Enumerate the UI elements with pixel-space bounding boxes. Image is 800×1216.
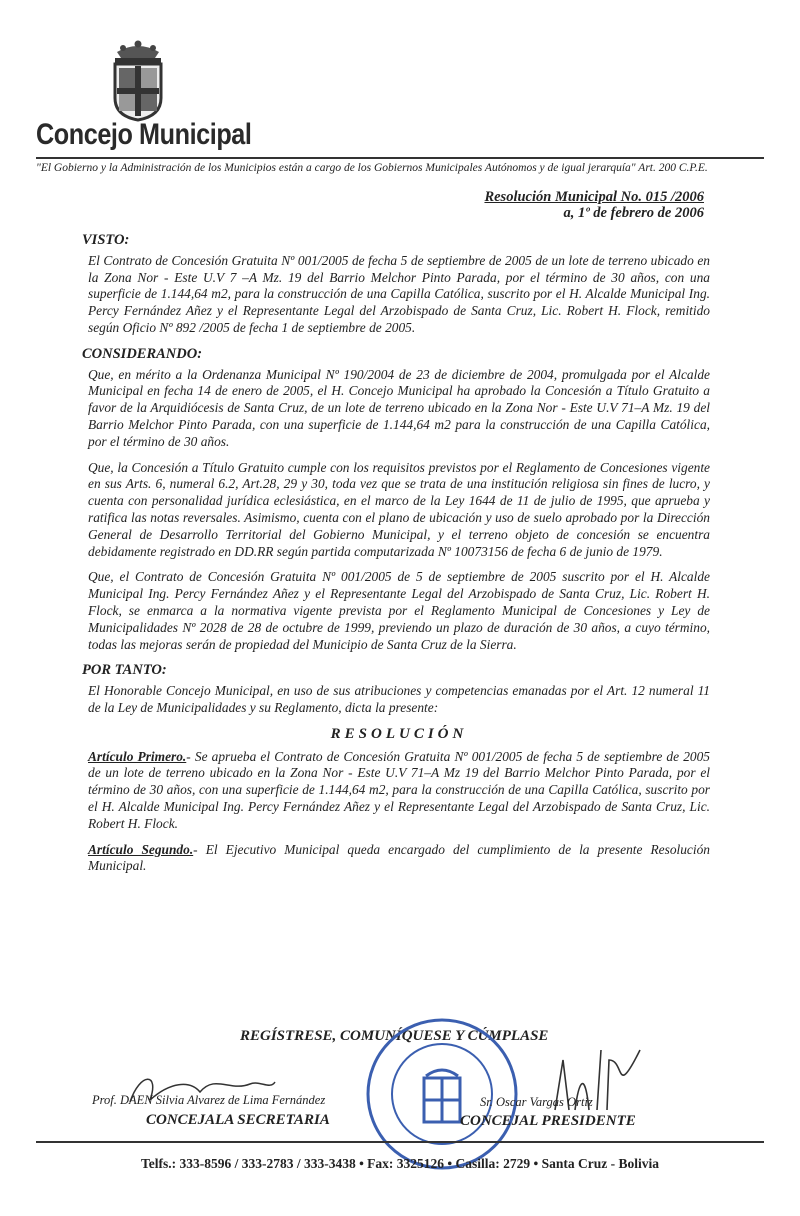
resolucion-heading: RESOLUCIÓN [330,725,468,742]
organization-name: Concejo Municipal [36,118,252,151]
footer-contact: Telfs.: 333-8596 / 333-2783 / 333-3438 • Fax: 3325126 • Casilla: 2729 • Santa Cruz - Bolivia [140,1156,660,1171]
right-signatory-name: Sr. Oscar Vargas Ortiz [480,1095,593,1109]
article-first-label: Artículo Primero. [88,748,187,764]
register-line: REGÍSTRESE, COMUNÍQUESE Y CÚMPLASE [240,1028,549,1044]
por-tanto-text: El Honorable Concejo Municipal, en uso de sus atribuciones y competencias emanadas por el Art. 12 numeral 11 de la Ley de Municipalidades y su Reglamento, dicta la presente: [88,683,710,715]
resolution-date: a, 1º de febrero de 2006 [563,205,704,221]
article-second [88,842,710,876]
header-divider [36,157,764,159]
resolution-body [82,232,710,884]
por-tanto-heading: POR TANTO: [82,662,167,679]
resolution-number: Resolución Municipal No. 015 /2006 [484,189,704,205]
visto-text: El Contrato de Concesión Gratuita Nº 001/2005 de fecha 5 de septiembre de 2005 de un lote de terreno ubicado en la Zona Nor - Este U.V 7 –A Mz. 19 del Barrio Melchor Pinto Parada, por el término de 30 años, con una superficie de 1.144,64 m2, para la construcción de una Capilla Católica, suscrito por el H. Alcalde Municipal Ing. Percy Fernández Añez y el Representante Legal del Arzobispado de Santa Cruz, Lic. Robert H. Flock, remitido según Oficio Nº 892 /2005 de fecha 1 de septiembre de 2005. [88,252,710,335]
coat-of-arms-icon [103,38,173,122]
article-first [88,749,710,833]
considerando-paragraph-1: Que, en mérito a la Ordenanza Municipal Nº 190/2004 de 23 de diciembre de 2004, promulgada por el Alcalde Municipal en fecha 14 de enero de 2005, el H. Concejo Municipal ha aprobado la Concesión a Título Gratuito a favor de la Arquidiócesis de Santa Cruz, de un lote de terreno ubicado en la Zona Nor - Este U.V 71–A Mz. 19 del Barrio Melchor Pinto Parada, con una superficie de 1.144,64 m2 para la construcción de una Capilla Católica, por el término de 30 años. [88,366,710,449]
municipal-seal-icon [362,1014,522,1174]
considerando-heading: CONSIDERANDO: [82,345,203,362]
article-second-label: Artículo Segundo. [88,841,194,857]
article-first-text: - Se aprueba el Contrato de Concesión Gratuita Nº 001/2005 de fecha 5 de septiembre de 2005 de un lote de terreno ubicado en la Zona Nor - Este U.V 71–A Mz 19 del Barrio Melchor Pinto Parada, por el término de 30 años, con una superficie de 1.144,64 m2, para la construcción de una Capilla Católica, suscrito por el H. Alcalde Municipal Ing. Percy Fernández Añez y el Representante Legal del Arzobispado de Santa Cruz, Lic. Robert H. Flock. [88,748,710,831]
considerando-paragraph-3: Que, el Contrato de Concesión Gratuita Nº 001/2005 de 5 de septiembre de 2005 suscrito por el H. Alcalde Municipal Ing. Percy Fernández Añez y el Representante Legal del Arzobispado de Santa Cruz, Lic. Robert H. Flock, se enmarca a la normativa vigente prevista por el Reglamento Municipal de Concesiones y Ley de Municipalidades Nº 2028 de 28 de octubre de 1999, previendo un plazo de duración de 30 años, a cuyo término, todas las mejoras serán de propiedad del Municipio de Santa Cruz de la Sierra. [88,569,710,652]
left-signatory-title: CONCEJALA SECRETARIA [146,1112,330,1128]
visto-heading: VISTO: [82,232,130,248]
footer-divider [36,1141,764,1143]
considerando-paragraph-2: Que, la Concesión a Título Gratuito cumple con los requisitos previstos por el Reglamento de Concesiones vigente en sus Arts. 6, numeral 6.2, Art.28, 29 y 30, toda vez que se trata de una institución religiosa sin fines de lucro, y cuenta con personalidad jurídica eclesiástica, en el marco de la Ley 1644 de 11 de julio de 1995, que aprueba y ratifica las notas reversales. Asimismo, cuenta con el plano de ubicación y uso de suelo aprobado por la Dirección General de Desarrollo Territorial del Gobierno Municipal, y el terreno objeto de concesión se encuentra debidamente registrado en DD.RR según partida computarizada Nº 10073156 de fecha 6 de junio de 1979. [88,459,710,559]
article-second-text: - El Ejecutivo Municipal queda encargado del cumplimiento de la presente Resolución Municipal. [88,841,710,874]
constitution-motto: "El Gobierno y la Administración de los Municipios están a cargo de los Gobiernos Municipales Autónomos y de igual jerarquía" Art. 200 C.P.E. [36,162,708,174]
left-signatory-name: Prof. DAEN Silvia Alvarez de Lima Fernández [92,1093,326,1107]
right-signatory-title: CONCEJAL PRESIDENTE [460,1113,636,1129]
